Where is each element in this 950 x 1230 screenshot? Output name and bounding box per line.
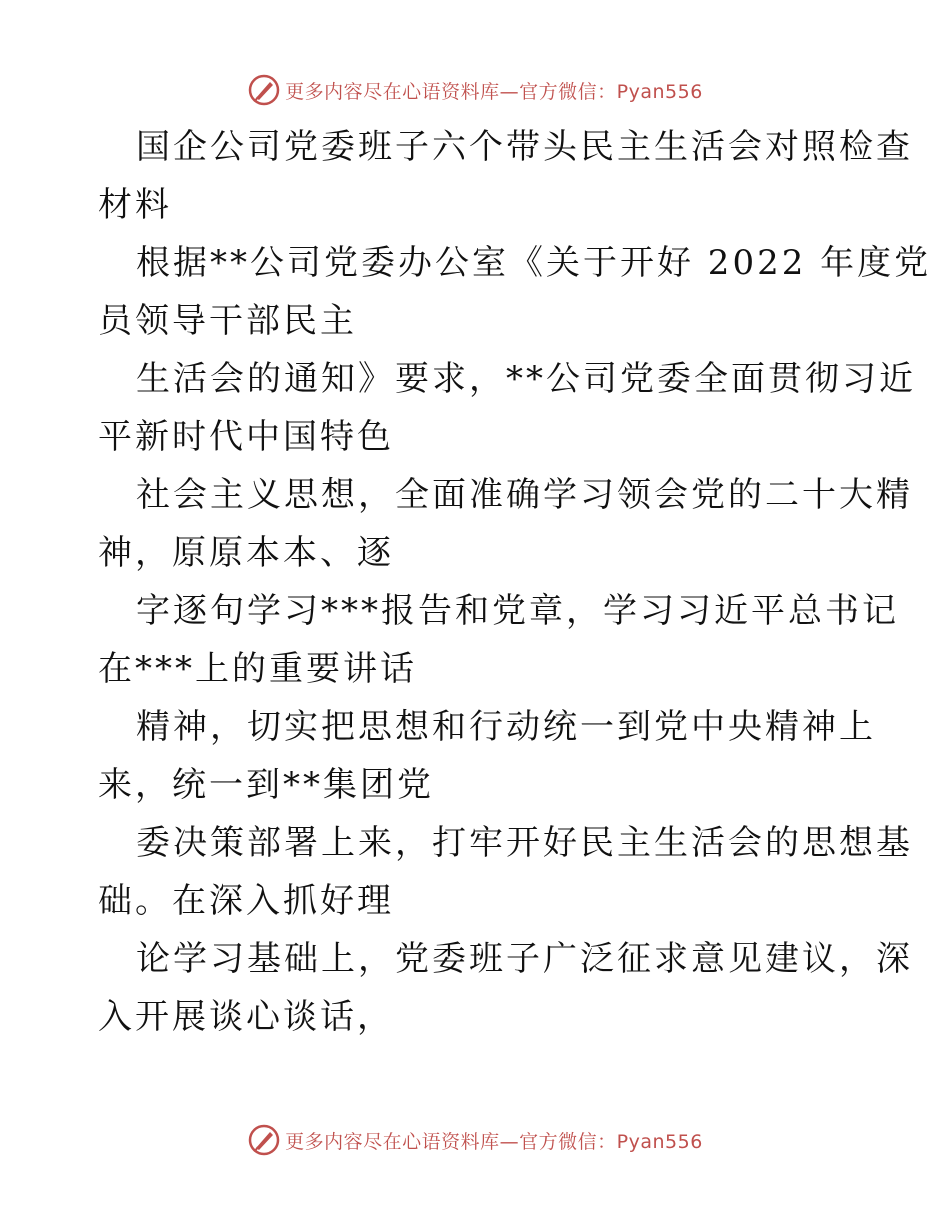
doc-paragraph-line: 精神，切实把思想和行动统一到党中央精神上 — [136, 707, 876, 747]
doc-paragraph-line: 社会主义思想，全面准确学习领会党的二十大精 — [136, 475, 913, 515]
doc-paragraph-line: 字逐句学习***报告和党章，学习习近平总书记 — [136, 591, 899, 631]
doc-paragraph-line: 员领导干部民主 — [98, 301, 357, 341]
doc-paragraph-line: 委决策部署上来，打牢开好民主生活会的思想基 — [136, 823, 913, 863]
doc-paragraph-line: 在***上的重要讲话 — [98, 649, 417, 689]
doc-title-line: 国企公司党委班子六个带头民主生活会对照检查 — [136, 127, 913, 167]
doc-paragraph-line: 根据**公司党委办公室《关于开好 2022 年度党 — [136, 243, 932, 283]
doc-paragraph-line: 生活会的通知》要求，**公司党委全面贯彻习近 — [136, 359, 916, 399]
doc-paragraph-line: 平新时代中国特色 — [98, 417, 394, 457]
doc-paragraph-line: 神，原原本本、逐 — [98, 533, 394, 573]
header-banner-text: 更多内容尽在心语资料库—官方微信：Pyan556 — [285, 80, 703, 103]
quill-pen-logo-icon — [247, 1123, 281, 1157]
footer-banner — [0, 1120, 950, 1160]
doc-title-line: 材料 — [98, 185, 172, 225]
doc-paragraph-line: 入开展谈心谈话， — [98, 997, 394, 1037]
doc-paragraph-line: 来，统一到**集团党 — [98, 765, 434, 805]
document-body — [98, 118, 932, 1046]
doc-paragraph-line: 础。在深入抓好理 — [98, 881, 394, 921]
header-banner — [0, 70, 950, 110]
doc-paragraph-line: 论学习基础上，党委班子广泛征求意见建议，深 — [136, 939, 913, 979]
footer-banner-text: 更多内容尽在心语资料库—官方微信：Pyan556 — [285, 1130, 703, 1153]
quill-pen-logo-icon — [247, 73, 281, 107]
